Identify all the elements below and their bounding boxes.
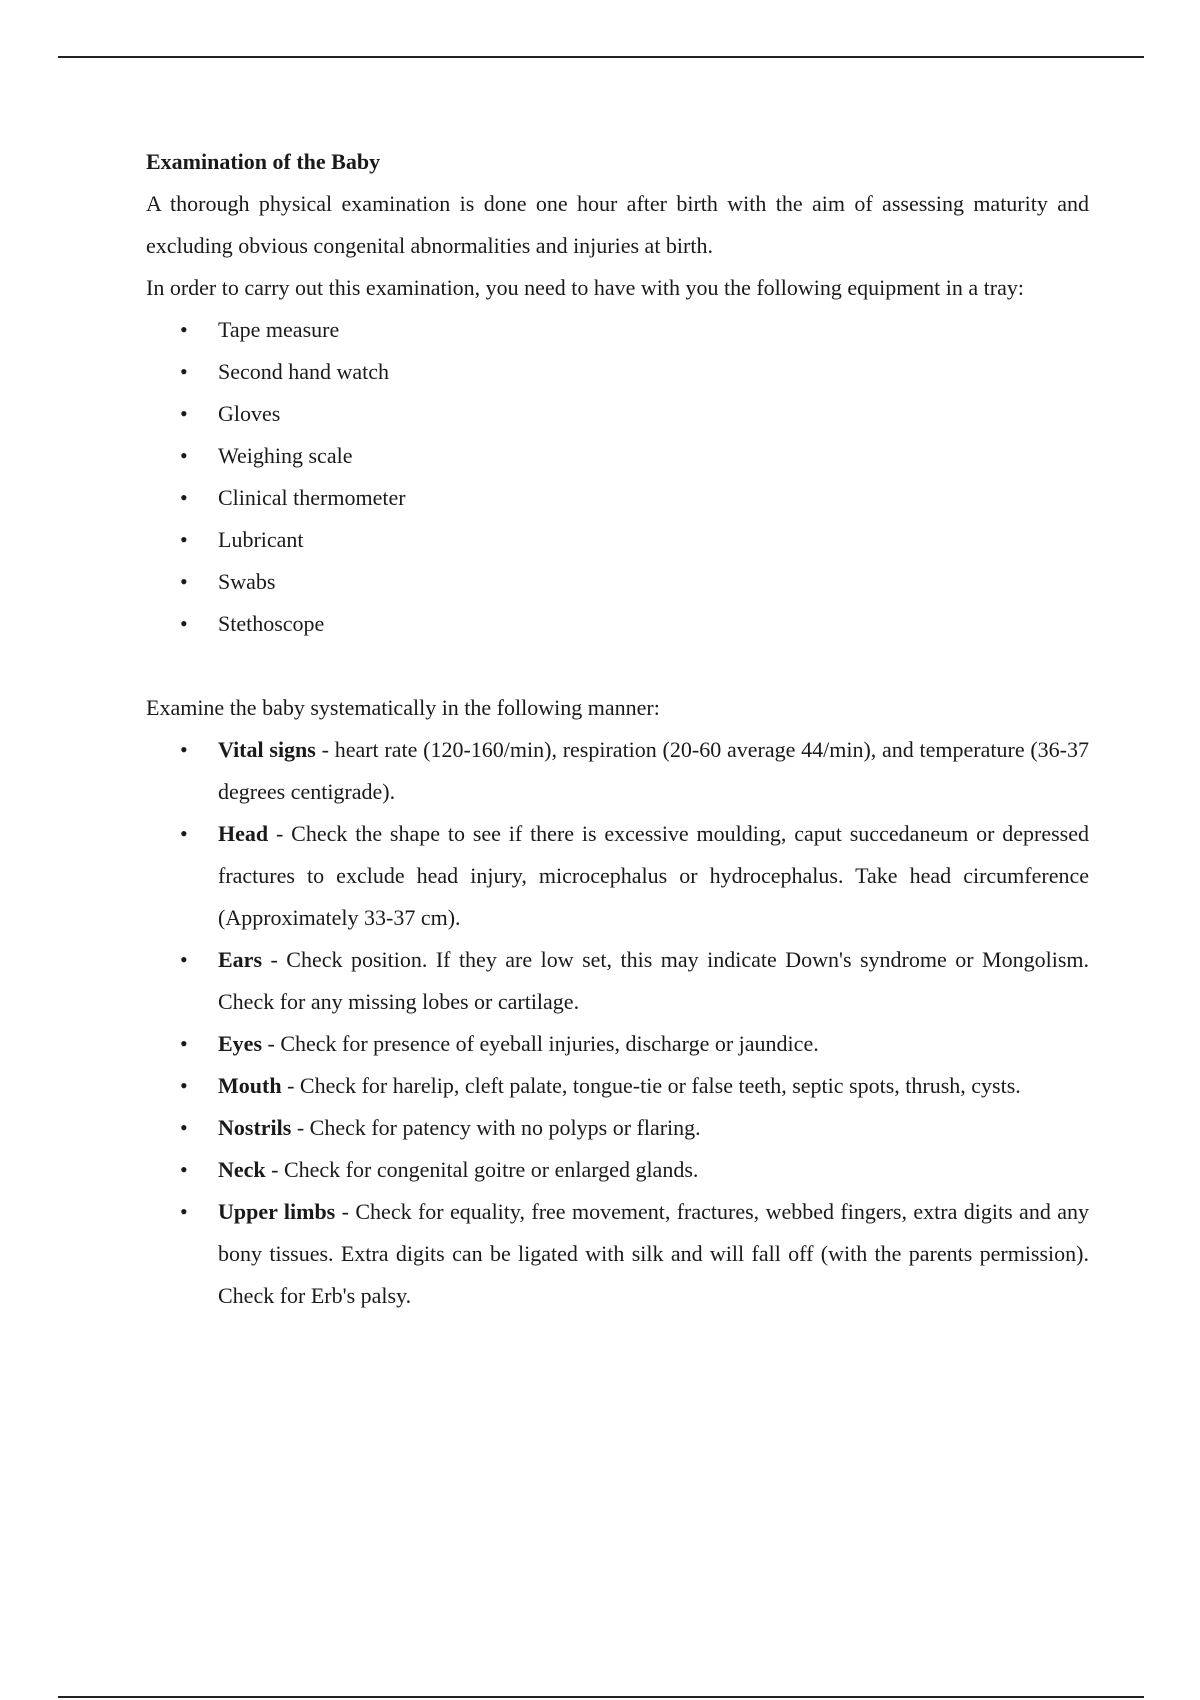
list-item xyxy=(146,1149,1089,1191)
section-heading: Examination of the Baby xyxy=(146,149,381,174)
bullet-icon: • xyxy=(180,569,188,594)
equipment-intro-paragraph: In order to carry out this examination, you need to have with you the following equipment in a tray: xyxy=(146,275,1024,300)
bullet-icon: • xyxy=(180,359,188,384)
list-item xyxy=(146,729,1089,813)
exam-term: Mouth xyxy=(218,1073,282,1098)
list-item xyxy=(146,939,1089,1023)
bullet-icon: • xyxy=(180,1157,188,1182)
intro-paragraph: A thorough physical examination is done one hour after birth with the aim of assessing maturity and excluding obvious congenital abnormalities and injuries at birth. xyxy=(146,191,1089,258)
examine-intro: Examine the baby systematically in the following manner: xyxy=(146,695,660,720)
list-item: • Clinical thermometer xyxy=(146,477,1089,519)
bullet-icon: • xyxy=(180,485,188,510)
list-item xyxy=(146,813,1089,939)
bullet-icon: • xyxy=(180,821,188,846)
exam-term: Head xyxy=(218,821,269,846)
bullet-icon: • xyxy=(180,737,188,762)
exam-description: - heart rate (120-160/min), respiration (20-60 average 44/min), and temperature (36-37 degrees centigrade). xyxy=(218,737,1090,804)
list-item: • Lubricant xyxy=(146,519,1089,561)
bullet-icon: • xyxy=(180,527,188,552)
list-item: • Gloves xyxy=(146,393,1089,435)
bottom-rule xyxy=(58,1696,1144,1698)
list-item xyxy=(146,1191,1089,1317)
bullet-icon: • xyxy=(180,443,188,468)
bullet-icon: • xyxy=(180,1073,188,1098)
list-item: • Stethoscope xyxy=(146,603,1089,645)
top-rule xyxy=(58,56,1144,58)
exam-description: - Check for harelip, cleft palate, tongue-tie or false teeth, septic spots, thrush, cysts. xyxy=(281,1073,1021,1098)
bullet-icon: • xyxy=(180,401,188,426)
equipment-list xyxy=(146,309,1089,645)
bullet-icon: • xyxy=(180,317,188,342)
exam-description: - Check for congenital goitre or enlarged glands. xyxy=(265,1157,699,1182)
exam-description: - Check the shape to see if there is excessive moulding, caput succedaneum or depressed fractures to exclude head injury, microcephalus or hydrocephalus. Take head circumference (Approximately 33-37 cm). xyxy=(218,821,1089,930)
bullet-icon: • xyxy=(180,947,188,972)
paragraph-spacer xyxy=(146,645,1089,687)
list-item xyxy=(146,1107,1089,1149)
exam-term: Vital signs xyxy=(218,737,316,762)
bullet-icon: • xyxy=(180,611,188,636)
list-item: • Weighing scale xyxy=(146,435,1089,477)
exam-description: - Check for presence of eyeball injuries, discharge or jaundice. xyxy=(262,1031,819,1056)
bullet-icon: • xyxy=(180,1115,188,1140)
exam-term: Nostrils xyxy=(218,1115,292,1140)
bullet-icon: • xyxy=(180,1031,188,1056)
exam-term: Neck xyxy=(218,1157,266,1182)
exam-description: - Check for equality, free movement, fractures, webbed fingers, extra digits and any bony tissues. Extra digits can be ligated with silk and will fall off (with the parents permission). Check for Erb's palsy. xyxy=(218,1199,1089,1308)
exam-description: - Check position. If they are low set, this may indicate Down's syndrome or Mongolism. Check for any missing lobes or cartilage. xyxy=(218,947,1089,1014)
list-item: • Second hand watch xyxy=(146,351,1089,393)
bullet-icon: • xyxy=(180,1199,188,1224)
exam-term: Ears xyxy=(218,947,262,972)
list-item xyxy=(146,1023,1089,1065)
exam-term: Eyes xyxy=(218,1031,262,1056)
list-item: • Tape measure xyxy=(146,309,1089,351)
list-item xyxy=(146,1065,1089,1107)
list-item: • Swabs xyxy=(146,561,1089,603)
document-body xyxy=(146,141,1089,1317)
examination-list xyxy=(146,729,1089,1317)
exam-term: Upper limbs xyxy=(218,1199,336,1224)
exam-description: - Check for patency with no polyps or flaring. xyxy=(291,1115,701,1140)
